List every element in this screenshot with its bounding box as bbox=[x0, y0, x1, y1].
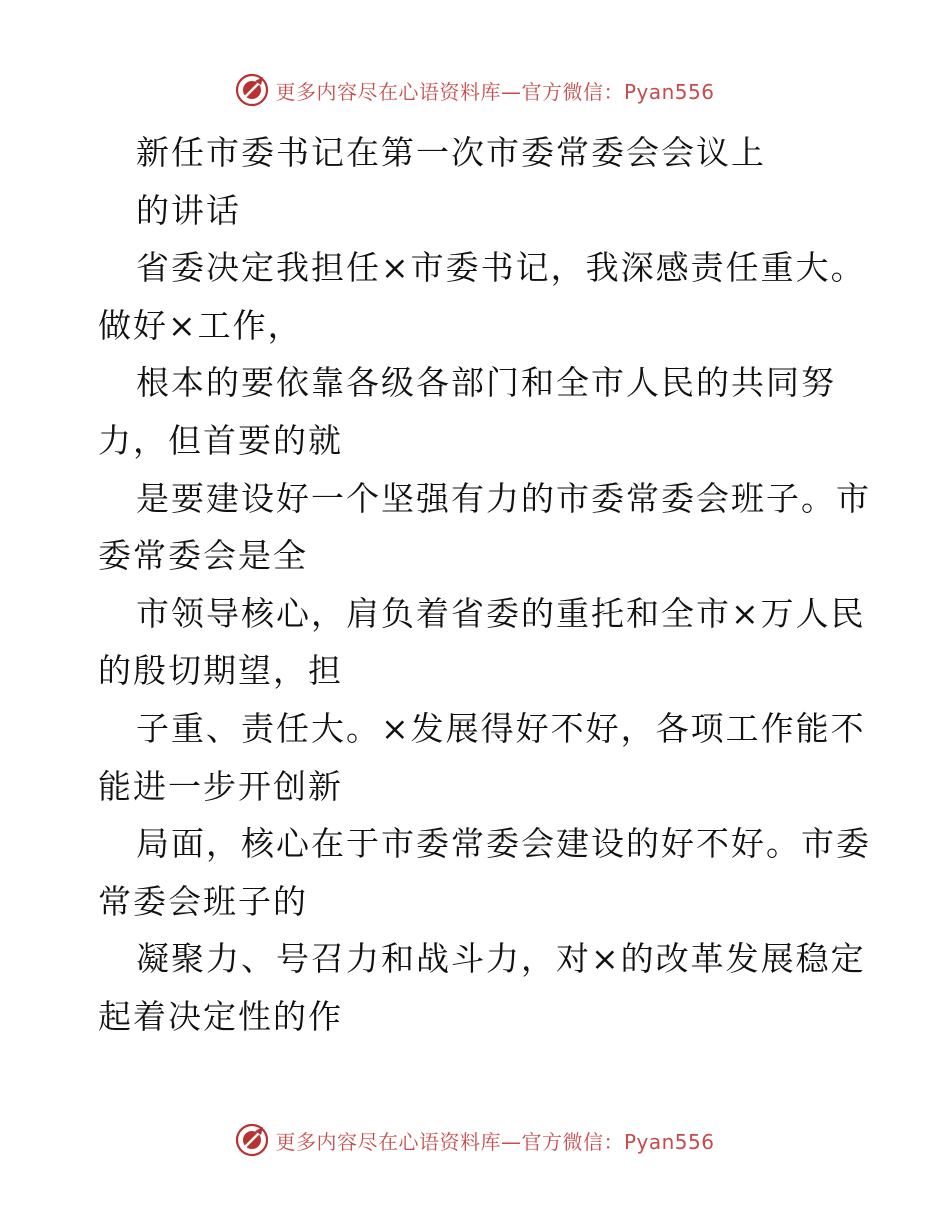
text-line: 新任市委书记在第一次市委常委会会议上 bbox=[136, 133, 766, 172]
footer-banner bbox=[0, 1120, 950, 1160]
text-line: 常委会班子的 bbox=[98, 881, 308, 921]
header-banner bbox=[0, 70, 950, 110]
text-line: 子重、责任大。×发展得好不好，各项工作能不 bbox=[136, 708, 866, 748]
text-line: 力，但首要的就 bbox=[98, 420, 343, 460]
seal-logo-icon bbox=[235, 1123, 269, 1157]
header-banner-text: 更多内容尽在心语资料库—官方微信：Pyan556 bbox=[275, 79, 715, 104]
text-line: 的殷切期望，担 bbox=[98, 651, 343, 691]
text-line: 市领导核心，肩负着省委的重托和全市×万人民 bbox=[136, 593, 866, 633]
text-line: 省委决定我担任×市委书记，我深感责任重大。 bbox=[136, 248, 866, 288]
text-line: 是要建设好一个坚强有力的市委常委会班子。市 bbox=[136, 478, 871, 518]
text-line: 能进一步开创新 bbox=[98, 766, 343, 806]
text-line: 起着决定性的作 bbox=[98, 996, 343, 1036]
document-body bbox=[98, 124, 871, 1046]
footer-banner-text: 更多内容尽在心语资料库—官方微信：Pyan556 bbox=[275, 1129, 715, 1154]
seal-logo-icon bbox=[235, 73, 269, 107]
text-line: 委常委会是全 bbox=[98, 536, 308, 576]
text-line: 根本的要依靠各级各部门和全市人民的共同努 bbox=[136, 363, 836, 403]
text-line: 凝聚力、号召力和战斗力，对×的改革发展稳定 bbox=[136, 939, 866, 979]
text-line: 做好×工作， bbox=[98, 305, 303, 345]
text-line: 的讲话 bbox=[136, 190, 241, 230]
text-line: 局面，核心在于市委常委会建设的好不好。市委 bbox=[136, 824, 871, 864]
